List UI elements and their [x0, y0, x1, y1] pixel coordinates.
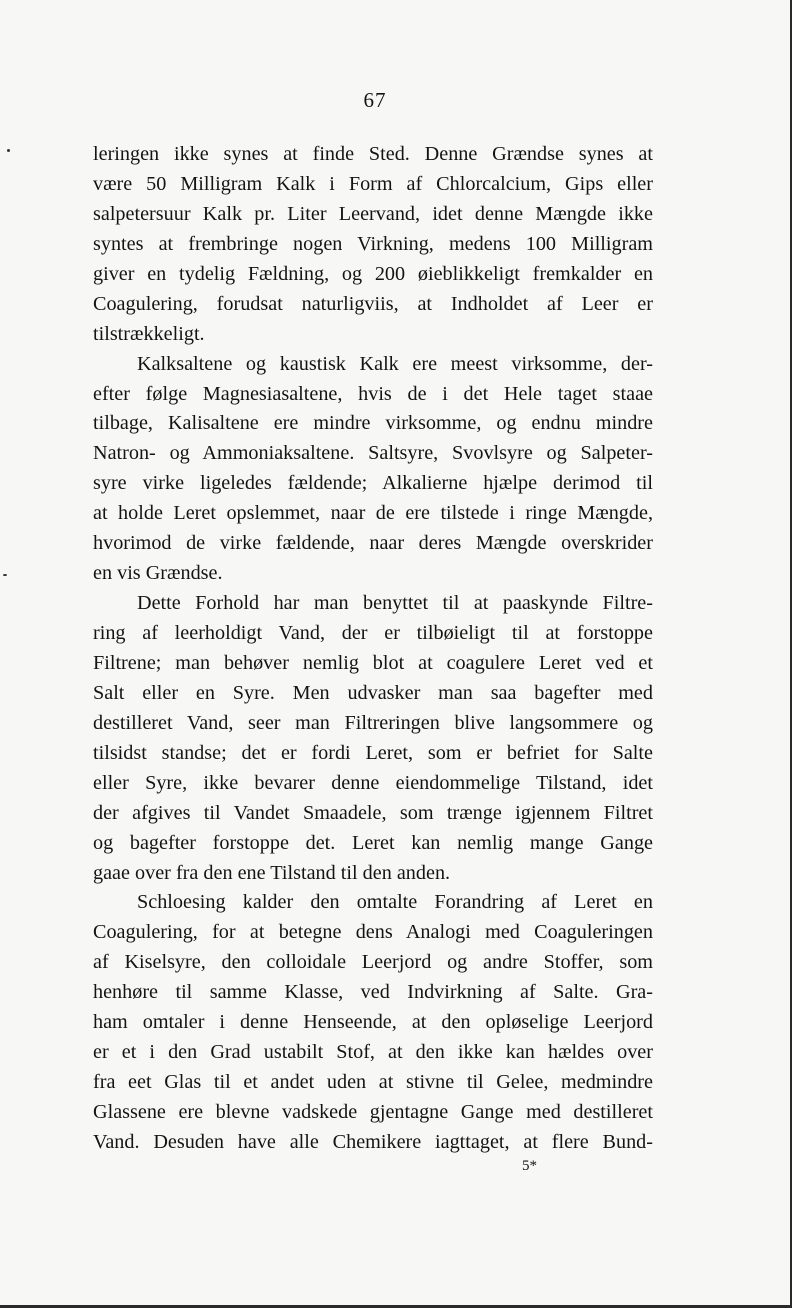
page-number: 67: [363, 88, 387, 112]
text-line: Filtrene; man behøver nemlig blot at coagulere Leret ved et: [93, 651, 653, 674]
text-line: Glassene ere blevne vadskede gjentagne Gange med destilleret: [93, 1101, 653, 1123]
text-line: gaae over fra den ene Tilstand til den anden.: [93, 861, 451, 884]
text-line: tilstrækkeligt.: [93, 322, 205, 345]
text-line: ham omtaler i denne Henseende, at den opløselige Leerjord: [93, 1011, 653, 1034]
text-line: tilsidst standse; det er fordi Leret, som er befriet for Salte: [93, 741, 653, 764]
text-line: der afgives til Vandet Smaadele, som trænge igjennem Filtret: [93, 801, 653, 824]
text-line: er et i den Grad ustabilt Stof, at den ikke kan hældes over: [93, 1041, 653, 1064]
text-line: Natron- og Ammoniaksaltene. Saltsyre, Svovlsyre og Salpeter-: [93, 442, 653, 465]
text-line: eller Syre, ikke bevarer denne eiendommelige Tilstand, idet: [93, 771, 653, 794]
text-line: en vis Grændse.: [93, 562, 223, 585]
text-line: hvorimod de virke fældende, naar deres Mængde overskrider: [93, 532, 653, 555]
text-line: leringen ikke synes at finde Sted. Denne Grændse synes at: [93, 143, 653, 165]
paragraph-start-line: Kalksaltene og kaustisk Kalk ere meest virksomme, der-: [137, 352, 653, 375]
body-text: [93, 140, 653, 1158]
text-line: fra eet Glas til et andet uden at stivne til Gelee, medmindre: [93, 1071, 653, 1094]
text-line: salpetersuur Kalk pr. Liter Leervand, idet denne Mængde ikke: [93, 202, 653, 225]
signature-mark: 5*: [522, 1158, 537, 1174]
margin-speck: [7, 149, 10, 152]
text-line: giver en tydelig Fældning, og 200 øieblikkeligt fremkalder en: [93, 262, 653, 285]
text-line: af Kiselsyre, den colloidale Leerjord og andre Stoffer, som: [93, 951, 653, 974]
text-line: ring af leerholdigt Vand, der er tilbøieligt til at forstoppe: [93, 622, 653, 644]
text-line: Coagulering, forudsat naturligviis, at Indholdet af Leer er: [93, 292, 653, 315]
margin-speck: [3, 574, 7, 576]
text-line: tilbage, Kalisaltene ere mindre virksomme, og endnu mindre: [93, 412, 653, 435]
text-line: destilleret Vand, seer man Filtreringen blive langsommere og: [93, 711, 653, 734]
text-line: at holde Leret opslemmet, naar de ere tilstede i ringe Mængde,: [93, 502, 653, 525]
paragraph-start-line: Dette Forhold har man benyttet til at paaskynde Filtre-: [137, 592, 653, 615]
text-line: være 50 Milligram Kalk i Form af Chlorcalcium, Gips eller: [93, 172, 653, 195]
text-line: Salt eller en Syre. Men udvasker man saa bagefter med: [93, 681, 653, 704]
text-line: Coagulering, for at betegne dens Analogi med Coaguleringen: [93, 921, 653, 944]
text-line: Vand. Desuden have alle Chemikere iagttaget, at flere Bund-: [93, 1130, 653, 1153]
paragraph-start-line: Schloesing kalder den omtalte Forandring af Leret en: [137, 891, 653, 914]
text-line: syntes at frembringe nogen Virkning, medens 100 Milligram: [93, 232, 653, 255]
text-line: syre virke ligeledes fældende; Alkalierne hjælpe derimod til: [93, 472, 653, 495]
text-line: efter følge Magnesiasaltene, hvis de i det Hele taget staae: [93, 382, 653, 405]
text-line: og bagefter forstoppe det. Leret kan nemlig mange Gange: [93, 831, 653, 854]
text-line: henhøre til samme Klasse, ved Indvirkning af Salte. Gra-: [93, 981, 653, 1004]
